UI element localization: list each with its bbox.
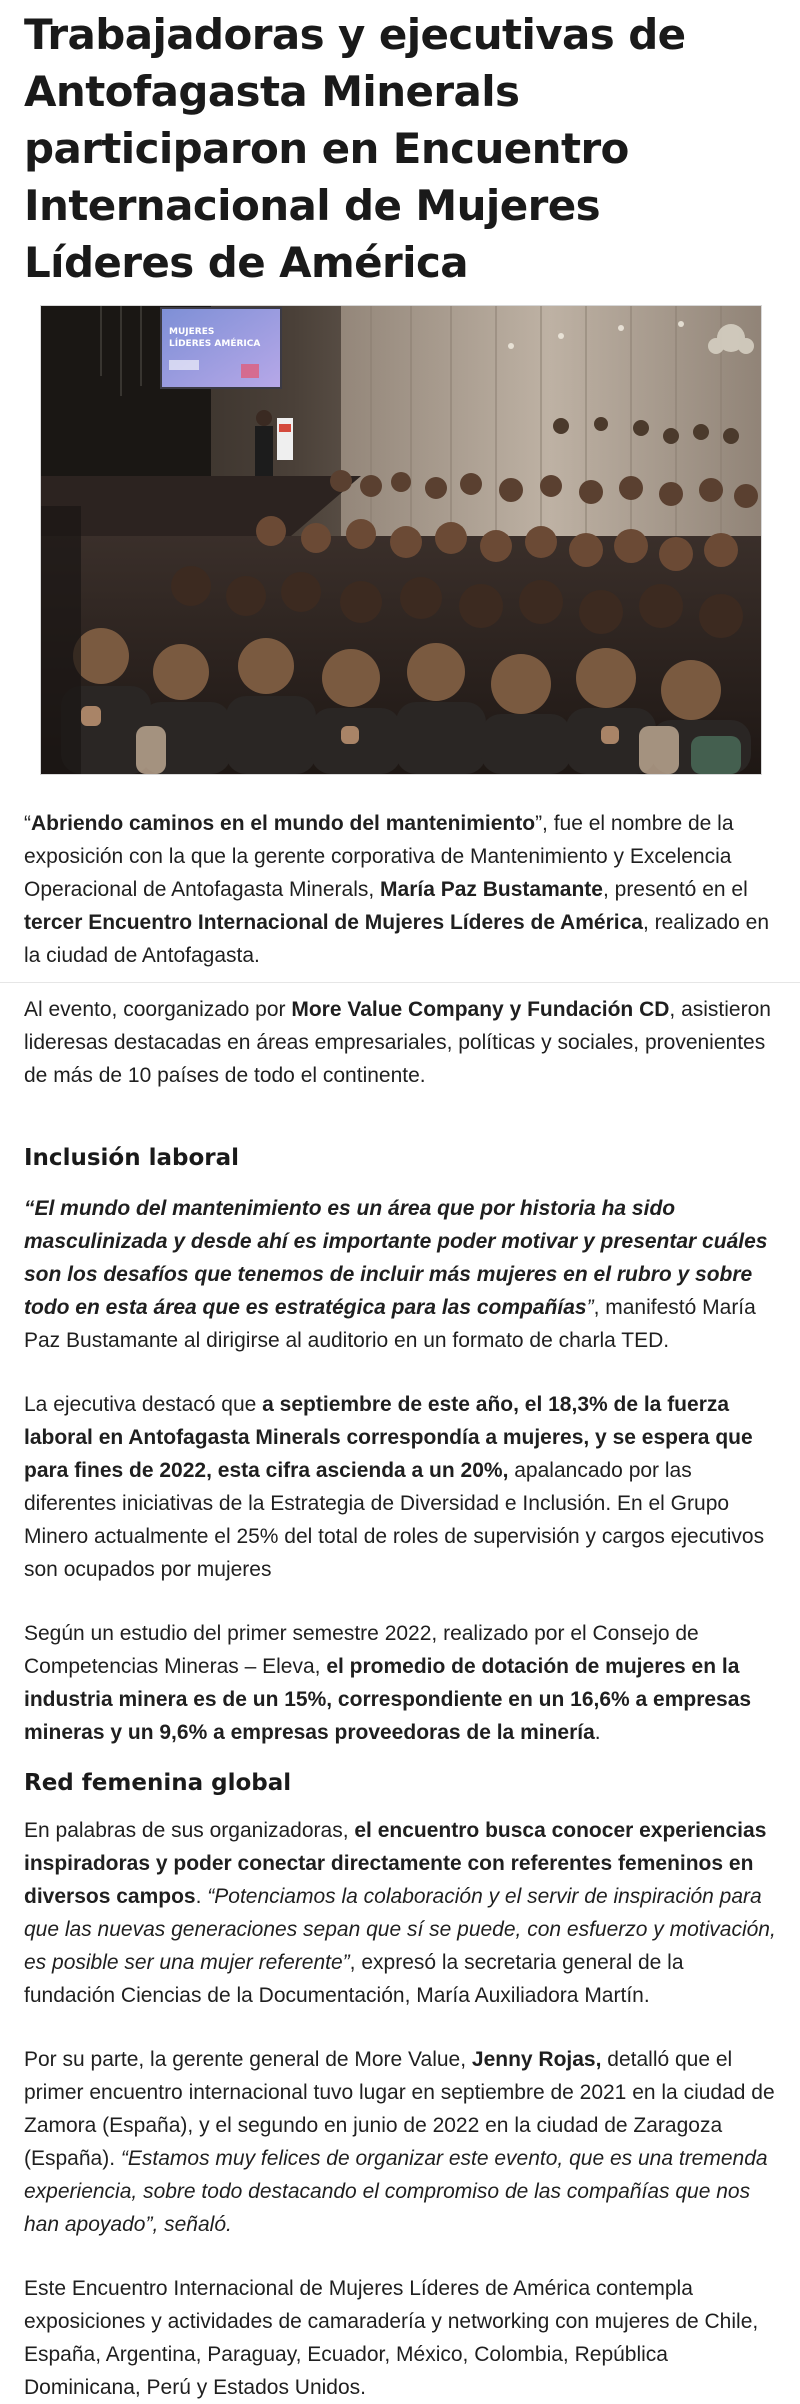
screen-text-1: MUJERES — [169, 327, 215, 337]
stats-paragraph — [24, 1388, 776, 1586]
network-text-3: , expresó la secretaria general de la fundación Ciencias de la Documentación, María Auxiliadora Martín. — [24, 1951, 684, 2007]
rojas-text-1: Por su parte, la gerente general de More Value, — [24, 2048, 472, 2071]
stats-text-2: apalancado por las diferentes iniciativas de la Estrategia de Diversidad e Inclusión. En el Grupo Minero actualmente el 25% del total de roles de supervisión y cargos ejecutivos son ocupados por mujeres — [24, 1459, 765, 1581]
intro-text-1: ”, fue el nombre de la exposición con la que la gerente corporativa de Mantenimiento y Excelencia Operacional de Antofagasta Minerals, — [24, 812, 734, 901]
intro-quote-open: “ — [24, 812, 31, 835]
stats-text-1: La ejecutiva destacó que — [24, 1393, 263, 1416]
hero-photo — [40, 305, 762, 775]
stats-highlight: a septiembre de este año, el 18,3% de la fuerza laboral en Antofagasta Minerals correspondía a mujeres, y se espera que para fines de 2022, esta cifra ascienda a un 20%, — [24, 1393, 753, 1482]
quote-attribution: , manifestó María Paz Bustamante al dirigirse al auditorio en un formato de charla TED. — [24, 1296, 756, 1352]
divider — [0, 982, 800, 983]
event-paragraph — [24, 993, 776, 1092]
intro-paragraph — [24, 807, 776, 972]
network-quote: “Potenciamos la colaboración y el servir de inspiración para que las nuevas generaciones sepan que sí se puede, con esfuerzo y motivación, es posible ser una mujer referente” — [24, 1885, 776, 1974]
intro-text-2: , presentó en el — [602, 878, 748, 901]
screen-text-2: LÍDERES AMÉRICA — [169, 339, 261, 349]
rojas-name: Jenny Rojas, — [471, 2048, 602, 2071]
rojas-paragraph — [24, 2043, 776, 2241]
exhibit-name: Abriendo caminos en el mundo del mantenimiento — [31, 812, 536, 835]
intro-text-3: , realizado en la ciudad de Antofagasta. — [24, 911, 770, 967]
rojas-quote: “Estamos muy felices de organizar este evento, que es una tremenda experiencia, sobre todo destacando el compromiso de las compañías que nos han apoyado”, señaló. — [24, 2147, 768, 2236]
closing-paragraph: Este Encuentro Internacional de Mujeres Líderes de América contempla exposiciones y actividades de camaradería y networking con mujeres de Chile, España, Argentina, Paraguay, Ecuador, México, Colombia, República Dominicana, Perú y Estados Unidos. — [24, 2277, 759, 2399]
quote-close: ” — [586, 1296, 594, 1319]
speaker-name: María Paz Bustamante — [380, 878, 603, 901]
study-highlight: el promedio de dotación de mujeres en la industria minera es de un 15%, correspondiente en un 16,6% a empresas mineras y un 9,6% a empresas proveedoras de la minería — [24, 1655, 752, 1744]
event-text-1: Al evento, coorganizado por — [24, 998, 292, 1021]
rojas-text-2: detalló que el primer encuentro internacional tuvo lugar en septiembre de 2021 en la ciudad de Zamora (España), y el segundo en junio de 2022 en la ciudad de Zaragoza (España). — [24, 2048, 775, 2170]
event-text-2: , asistieron lideresas destacadas en áreas empresariales, políticas y sociales, provenientes de más de 10 países de todo el continente. — [24, 998, 771, 1087]
study-paragraph — [24, 1617, 776, 1749]
network-paragraph — [24, 1814, 776, 2012]
article-title: Trabajadoras y ejecutivas de Antofagasta Minerals participaron en Encuentro Internacional de Mujeres Líderes de América — [24, 10, 686, 287]
event-name: tercer Encuentro Internacional de Mujeres Líderes de América — [24, 911, 643, 934]
organizers: More Value Company y Fundación CD — [291, 998, 670, 1021]
quote-paragraph — [24, 1192, 776, 1357]
network-text-2: . — [195, 1885, 208, 1908]
study-text-2: . — [594, 1721, 601, 1744]
study-text-1: Según un estudio del primer semestre 2022, realizado por el Consejo de Competencias Mineras – Eleva, — [24, 1622, 699, 1678]
section-heading-inclusion: Inclusión laboral — [24, 1145, 239, 1171]
section-heading-network: Red femenina global — [24, 1770, 292, 1796]
maintenance-quote: “El mundo del mantenimiento es un área que por historia ha sido masculinizada y desde ahí es importante poder motivar y presentar cuáles son los desafíos que tenemos de incluir más mujeres en el rubro y sobre todo en esta área que es estratégica para las compañías — [24, 1197, 768, 1319]
network-highlight: el encuentro busca conocer experiencias inspiradoras y poder conectar directamente con referentes femeninos en diversos campos — [24, 1819, 767, 1908]
network-text-1: En palabras de sus organizadoras, — [24, 1819, 355, 1842]
